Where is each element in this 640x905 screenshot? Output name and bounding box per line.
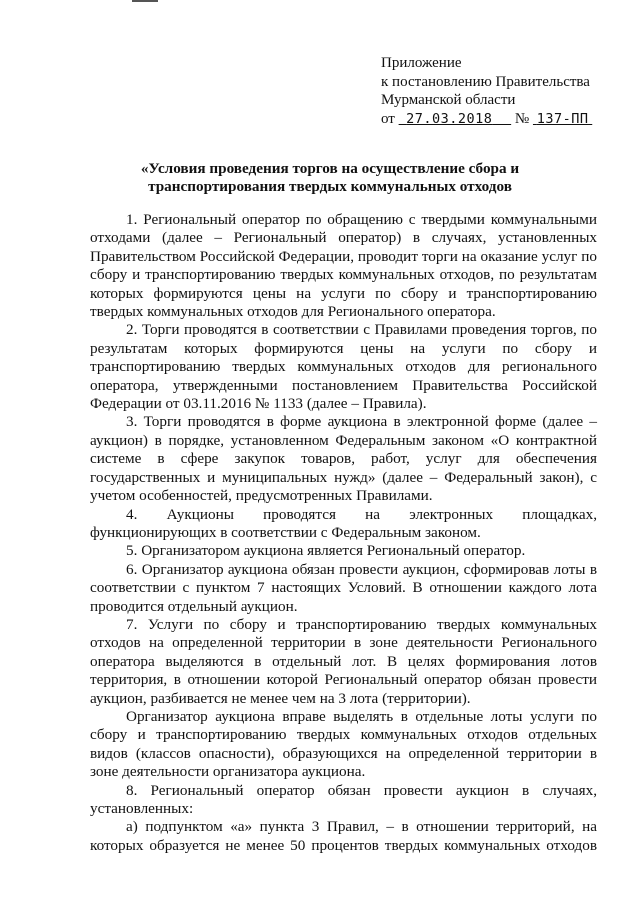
paragraph-2: 2. Торги проводятся в соответствии с Правилами проведения торгов, по результатам которых формируются цены на услуги по сбору и транспортированию твердых коммунальных отходов для регионального оператора, утвержденными постановлением Правительства Российской Федерации от 03.11.2016 № 1133 (далее – Правила). bbox=[90, 321, 597, 413]
document-body bbox=[90, 211, 597, 855]
appendix-line-3: Мурманской области bbox=[381, 92, 516, 109]
date-prefix: от bbox=[381, 110, 395, 127]
appendix-line-1: Приложение bbox=[381, 55, 462, 71]
number-field bbox=[533, 111, 592, 127]
paragraph-8: 8. Региональный оператор обязан провести аукцион в случаях, установленных: bbox=[90, 781, 597, 817]
title-line-2: транспортирования твердых коммунальных отходов bbox=[148, 178, 512, 196]
number-value: 137-ПП bbox=[536, 110, 589, 127]
document-title bbox=[120, 160, 540, 197]
paragraph-3: 3. Торги проводятся в форме аукциона в электронной форме (далее – аукцион) в порядке, установленном Федеральным законом «О контрактной системе в сфере закупок товаров, работ, услуг для обеспечения государственных и муниципальных нужд» (далее – Федеральный закон), с учетом особенностей, предусмотренных Правилами. bbox=[90, 413, 597, 505]
paragraph-1: 1. Региональный оператор по обращению с твердыми коммунальными отходами (далее – Региональный оператор) в случаях, установленных Правительством Российской Федерации, проводит торги на оказание услуг по сбору и транспортированию твердых коммунальных отходов, по результатам которых формируются цены на услуги по сбору и транспортированию твердых коммунальных отходов для Регионального оператора. bbox=[90, 211, 597, 321]
appendix-header bbox=[381, 54, 631, 128]
paragraph-8-subitem-a: а) подпунктом «а» пункта 3 Правил, – в отношении территорий, на которых образуется не менее 50 процентов твердых коммунальных отходов bbox=[90, 818, 597, 854]
paragraph-6: 6. Организатор аукциона обязан провести аукцион, сформировав лоты в соответствии с пунктом 7 настоящих Условий. В отношении каждого лота проводится отдельный аукцион. bbox=[90, 560, 597, 615]
number-prefix: № bbox=[514, 110, 530, 127]
paragraph-5: 5. Организатором аукциона является Региональный оператор. bbox=[126, 542, 526, 560]
appendix-date-line bbox=[381, 110, 631, 129]
paragraph-4: 4. Аукционы проводятся на электронных площадках, функционирующих в соответствии с Федеральным законом. bbox=[90, 505, 597, 541]
paragraph-7-continued: Организатор аукциона вправе выделять в отдельные лоты услуги по сбору и транспортированию твердых коммунальных отходов отдельных видов (классов опасности), образующихся на определенной территории в зоне деятельности организатора аукциона. bbox=[90, 707, 597, 781]
paragraph-7: 7. Услуги по сбору и транспортированию твердых коммунальных отходов на определенной территории в зоне деятельности Регионального оператора выделяются в отдельный лот. В целях формирования лотов территория, в отношении которой Региональный оператор обязан провести аукцион, разбивается не менее чем на 3 лота (территории). bbox=[90, 615, 597, 707]
date-value: 27.03.2018 bbox=[406, 110, 493, 127]
date-field bbox=[399, 111, 512, 127]
title-line-1: «Условия проведения торгов на осуществление сбора и bbox=[140, 160, 520, 177]
appendix-line-2: к постановлению Правительства bbox=[381, 73, 590, 90]
scan-artifact-line bbox=[132, 0, 158, 2]
